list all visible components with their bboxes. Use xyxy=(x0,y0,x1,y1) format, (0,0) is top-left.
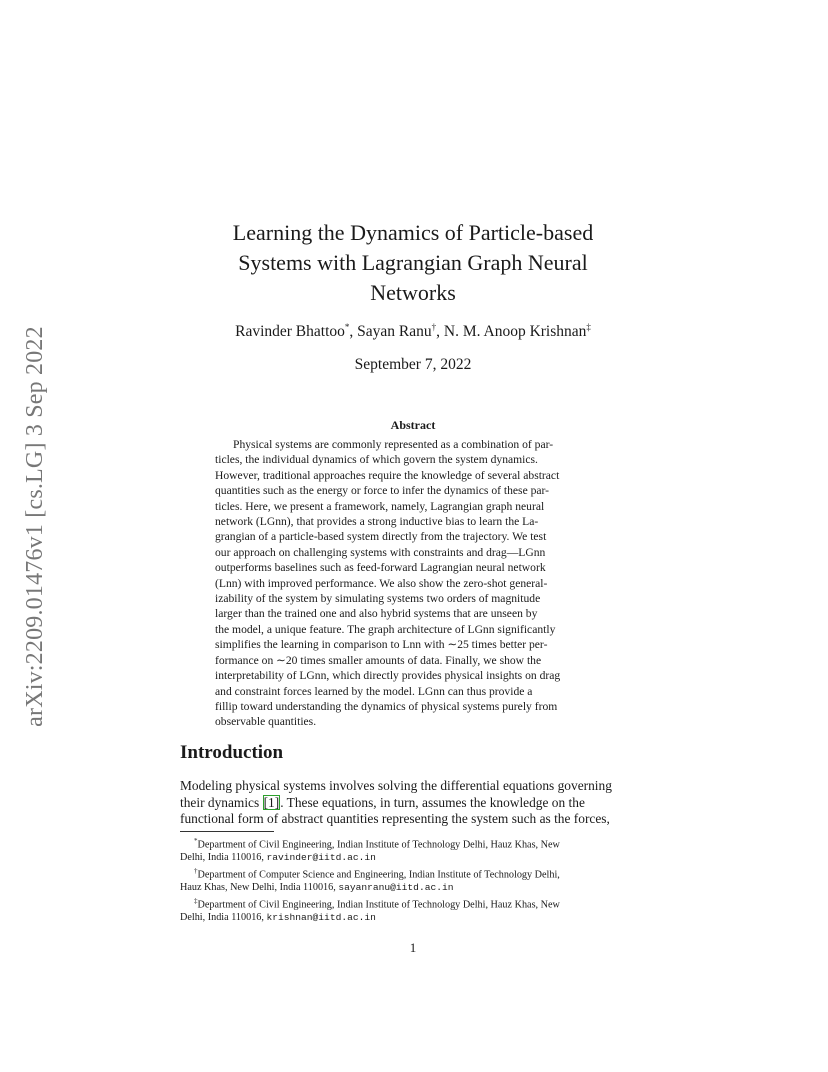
abstract-line: Physical systems are commonly represented as a combination of par- xyxy=(233,438,554,451)
abstract-line: network (LGnn), that provides a strong inductive bias to learn the La- xyxy=(215,515,539,529)
email-link[interactable]: krishnan@iitd.ac.in xyxy=(266,912,376,924)
abstract-line: our approach on challenging systems with constraints and drag—LGnn xyxy=(215,545,546,559)
abstract-line: formance on ∼20 times smaller amounts of data. Finally, we show the xyxy=(215,653,542,667)
footnote-marker: † xyxy=(194,866,198,875)
section-heading-introduction: Introduction xyxy=(180,742,284,763)
email-link[interactable]: ravinder@iitd.ac.in xyxy=(266,852,376,864)
publication-date: September 7, 2022 xyxy=(354,356,472,373)
footnote-text: Delhi, India 110016, xyxy=(180,852,267,864)
author-name: N. M. Anoop Krishnan xyxy=(443,323,587,341)
abstract-line: fillip toward understanding the dynamics of physical systems purely from xyxy=(215,699,558,713)
abstract-line: and constraint forces learned by the model. LGnn can thus provide a xyxy=(215,684,533,698)
abstract-line: observable quantities. xyxy=(215,715,317,729)
arxiv-id-text: arXiv:2209.01476v1 [cs.LG] 3 Sep 2022 xyxy=(21,325,48,727)
footnote-line xyxy=(180,852,648,865)
title-line: Systems with Lagrangian Graph Neural xyxy=(238,250,588,275)
abstract-line: larger than the trained one and also hybrid systems that are unseen by xyxy=(215,607,538,621)
footnote-text: Department of Computer Science and Engineering, Indian Institute of Technology Delhi, xyxy=(197,869,560,881)
email-link[interactable]: sayanranu@iitd.ac.in xyxy=(338,882,454,894)
abstract-line: However, traditional approaches require the knowledge of several abstract xyxy=(215,468,560,482)
author-name: Sayan Ranu xyxy=(357,323,432,341)
footnote-marker: * xyxy=(194,837,198,845)
body-line: functional form of abstract quantities representing the system such as the forces, xyxy=(180,811,610,827)
abstract-line: outperforms baselines such as feed-forward Lagrangian neural network xyxy=(215,561,546,575)
abstract-line: quantities such as the energy or force to infer the dynamics of these par- xyxy=(215,484,550,498)
body-line: Modeling physical systems involves solving the differential equations governing xyxy=(180,778,612,793)
footnote-marker: † xyxy=(431,322,437,332)
abstract-line: ticles, the individual dynamics of which govern the system dynamics. xyxy=(215,453,538,467)
abstract-line: (Lnn) with improved performance. We also show the zero-shot general- xyxy=(215,576,548,590)
footnote-line xyxy=(180,895,648,912)
abstract-line: simplifies the learning in comparison to Lnn with ∼25 times better per- xyxy=(215,638,548,652)
footnote-text: Department of Civil Engineering, Indian Institute of Technology Delhi, Hauz Khas, New xyxy=(197,899,560,911)
citation-link[interactable]: [1] xyxy=(263,794,280,810)
title-line: Learning the Dynamics of Particle-based xyxy=(232,220,594,245)
footnote-line xyxy=(180,912,648,925)
body-text: their dynamics xyxy=(180,794,263,810)
author-list: Ravinder Bhattoo*, Sayan Ranu†, N. M. Anoop Krishnan‡ xyxy=(235,322,591,341)
footnote-text: Delhi, India 110016, xyxy=(180,912,267,924)
footnote-text: Department of Civil Engineering, Indian Institute of Technology Delhi, Hauz Khas, New xyxy=(197,839,560,851)
title-line: Networks xyxy=(370,280,456,305)
abstract-line: izability of the system by simulating systems two orders of magnitude xyxy=(215,592,541,606)
page-number: 1 xyxy=(409,940,417,955)
body-text: . These equations, in turn, assumes the knowledge on the xyxy=(280,794,585,810)
footnote-separator xyxy=(180,831,274,832)
footnotes xyxy=(180,835,648,925)
footnote-marker: ‡ xyxy=(586,322,591,332)
abstract-text xyxy=(215,437,613,730)
footnote-line xyxy=(180,835,648,852)
footnote-marker: * xyxy=(344,322,350,332)
footnote-line xyxy=(180,865,648,882)
introduction-paragraph xyxy=(180,778,648,828)
footnote-text: Hauz Khas, New Delhi, India 110016, xyxy=(180,882,339,894)
abstract-line: the model, a unique feature. The graph architecture of LGnn significantly xyxy=(215,622,556,636)
footnote-marker: ‡ xyxy=(194,896,198,905)
arxiv-identifier-stamp xyxy=(10,296,60,756)
abstract-line: interpretability of LGnn, which directly provides physical insights on drag xyxy=(215,669,561,683)
body-line xyxy=(180,795,648,812)
abstract-line: grangian of a particle-based system directly from the trajectory. We test xyxy=(215,530,547,544)
footnote-line xyxy=(180,882,648,895)
paper-title xyxy=(180,218,646,308)
author-name: Ravinder Bhattoo xyxy=(235,323,345,341)
abstract-line: ticles. Here, we present a framework, namely, Lagrangian graph neural xyxy=(215,499,545,513)
abstract-heading: Abstract xyxy=(390,418,436,432)
